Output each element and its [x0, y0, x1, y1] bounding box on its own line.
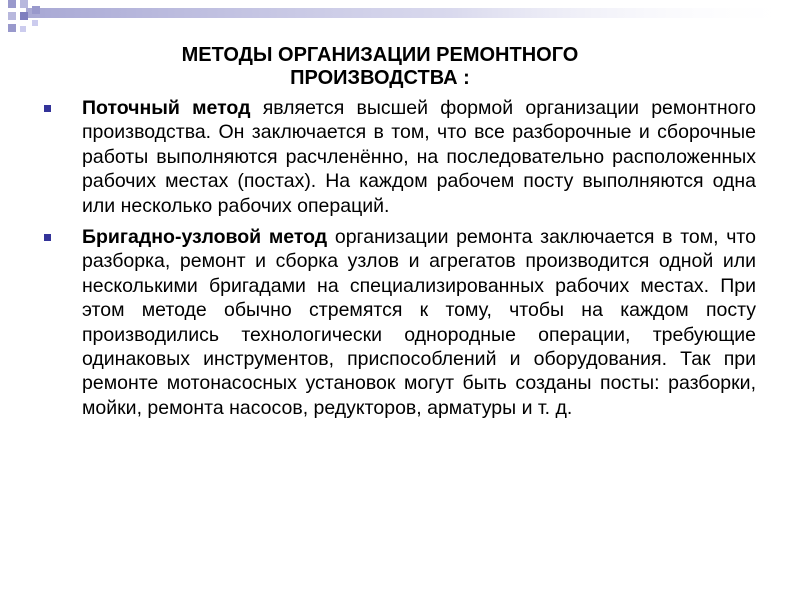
slide-title — [100, 44, 660, 90]
bullet-body: организации ремонта заключается в том, что разборка, ремонт и сборка узлов и агрегатов производится одной или несколькими бригадами на специализированных рабочих местах. При этом методе обычно стремятся к тому, чтобы на каждом посту производились технологически однородные операции, требующие одинаковых инструментов, приспособлений и оборудования. Так при ремонте мотонасосных установок могут быть созданы посты: разборки, мойки, ремонта насосов, редукторов, арматуры и т. д. — [82, 226, 756, 419]
bullet-body: является высшей формой организации ремонтного производства. Он заключается в том, что все разборочные и сборочные работы выполняются расчленённо, на последовательно расположенных рабочих местах (постах). На каждом рабочем посту выполняются одна или несколько рабочих операций. — [82, 97, 756, 217]
decorative-square — [32, 6, 40, 14]
decorative-square — [8, 0, 16, 8]
bullet-list — [44, 96, 756, 427]
bullet-text — [82, 226, 756, 419]
decorative-header-squares — [0, 0, 800, 40]
decorative-square — [32, 20, 38, 26]
bullet-term: Поточный метод — [82, 97, 251, 119]
bullet-term: Бригадно-узловой метод — [82, 226, 328, 249]
decorative-square — [20, 26, 26, 32]
bullet-item-brigade-unit-method — [44, 225, 756, 420]
bullet-item-flow-method — [44, 96, 756, 218]
square-pattern-graphic — [0, 0, 800, 40]
decorative-square — [20, 0, 28, 8]
title-line-2: ПРОИЗВОДСТВА : — [290, 67, 470, 89]
square-bullet-icon — [44, 234, 51, 241]
decorative-square — [8, 24, 16, 32]
title-line-1: МЕТОДЫ ОРГАНИЗАЦИИ РЕМОНТНОГО — [181, 44, 579, 66]
decorative-square — [20, 12, 28, 20]
header-gradient-band — [26, 8, 800, 18]
bullet-text — [82, 97, 756, 217]
square-bullet-icon — [44, 105, 51, 112]
decorative-square — [8, 12, 16, 20]
